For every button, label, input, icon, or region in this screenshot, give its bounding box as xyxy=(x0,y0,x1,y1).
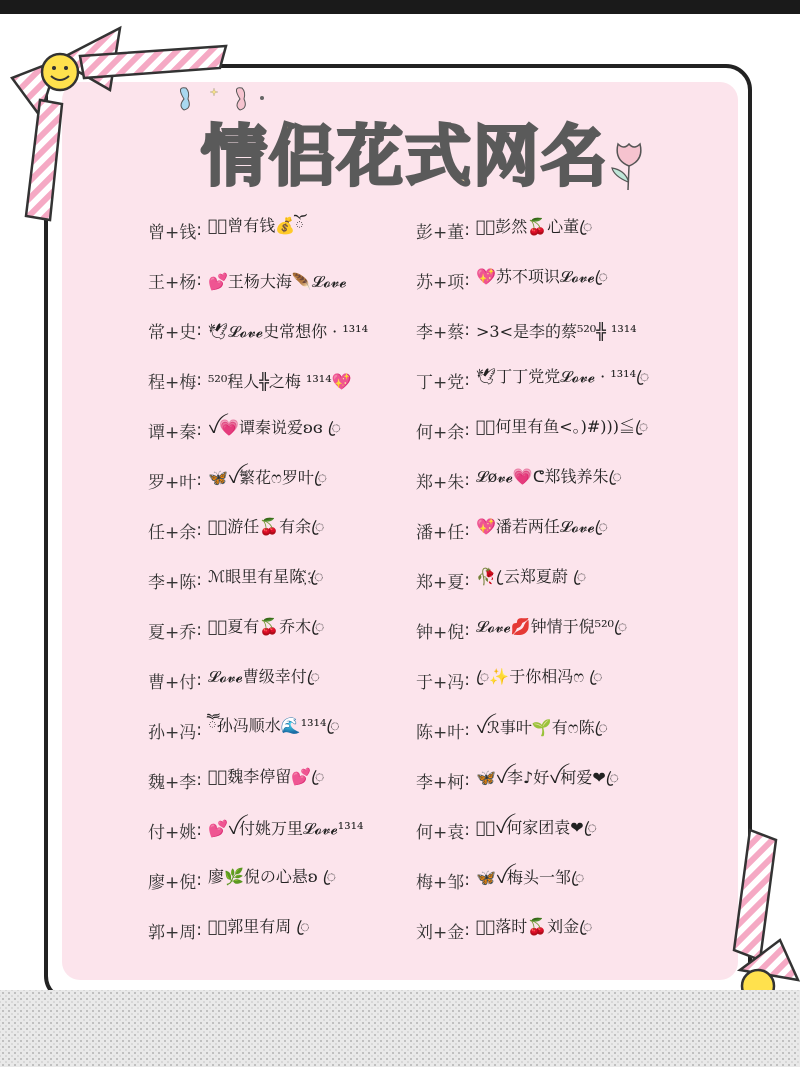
couple-name: 🦋ꪜ梅头一邹ꦿ xyxy=(475,868,585,887)
couple-name: ꪜℛ事叶🌱有ෆ陈ꦿ xyxy=(475,718,608,737)
couple-name: ℳ眼里有星陈҉ ꦿ xyxy=(207,566,324,586)
names-column-right xyxy=(416,205,649,955)
couple-surnames: 何+袁 xyxy=(416,822,465,843)
couple-name: 💖潘若两任𝓛𝓸𝓿𝓮ꦿ xyxy=(475,516,608,536)
list-item: 谭+秦 : ꪜ💗谭秦说爱ʚɞ ꦿ xyxy=(148,405,368,455)
couple-surnames: 苏+项 xyxy=(416,272,465,293)
list-item: 郑+夏 : 🥀 ꦿ云郑夏蔚 ꦿ xyxy=(416,555,649,605)
list-item: 于+冯 : ꦿ✨于你相冯ෆ ꦿ xyxy=(416,655,649,705)
title-char: 花 xyxy=(337,118,405,195)
couple-surnames: 谭+秦 xyxy=(148,422,197,443)
list-item: 王+杨 : 💕王杨大海🪶𝓛𝓸𝓿𝓮 xyxy=(148,255,368,305)
list-item: 刘+金 : ℳ᭄落时🍒刘金ꦿ xyxy=(416,905,649,955)
bottom-texture xyxy=(0,990,800,1067)
couple-name: 廖🌿倪の心悬ʚ ꦿ xyxy=(207,866,337,886)
list-item: 廖+倪 : 廖🌿倪の心悬ʚ ꦿ xyxy=(148,855,368,905)
couple-surnames: 夏+乔 xyxy=(148,622,197,643)
list-item: 陈+叶 : ꪜℛ事叶🌱有ෆ陈ꦿ xyxy=(416,705,649,755)
list-item: 梅+邹 : 🦋ꪜ梅头一邹ꦿ xyxy=(416,855,649,905)
tulip-icon xyxy=(604,132,654,192)
couple-name: 💕王杨大海🪶𝓛𝓸𝓿𝓮 xyxy=(207,271,347,291)
couple-name: ꦿ✨于你相冯ෆ ꦿ xyxy=(475,666,603,686)
top-bar xyxy=(0,0,800,14)
list-item: 潘+任 : 💖潘若两任𝓛𝓸𝓿𝓮ꦿ xyxy=(416,505,649,555)
list-item: 彭+董 : ℳ᭄彭然🍒心董ꦿ xyxy=(416,205,649,255)
couple-surnames: 陈+叶 xyxy=(416,722,465,743)
couple-name: 🥀 ꦿ云郑夏蔚 ꦿ xyxy=(475,566,587,586)
list-item: 丁+党 : 🕊丁丁党党𝓛𝓸𝓿𝓮 · ¹³¹⁴ꦿ xyxy=(416,355,649,405)
couple-surnames: 彭+董 xyxy=(416,222,465,243)
couple-surnames: 郑+朱 xyxy=(416,472,465,493)
list-item: 郭+周 : ℋ᭄郭里有周 ꦿ xyxy=(148,905,368,955)
list-item: 李+柯 : 🦋ꪜ李♪好ꪜ柯爱❤ꦿ xyxy=(416,755,649,805)
couple-name: ℳ᭄落时🍒刘金ꦿ xyxy=(475,916,593,936)
couple-surnames: 刘+金 xyxy=(416,922,465,943)
list-item: 苏+项 : 💖苏不项识𝓛𝓸𝓿𝓮ꦿ xyxy=(416,255,649,305)
couple-surnames: 付+姚 xyxy=(148,822,197,843)
couple-name: ꪜ💗谭秦说爱ʚɞ ꦿ xyxy=(207,418,342,437)
couple-name: 🕊丁丁党党𝓛𝓸𝓿𝓮 · ¹³¹⁴ꦿ xyxy=(475,366,650,386)
couple-name: 🦋ꪜ李♪好ꪜ柯爱❤ꦿ xyxy=(475,768,620,787)
butterfly-icon xyxy=(174,84,274,114)
list-item: 曹+付 : 𝓛𝓸𝓿𝓮曹级幸付ꦿ xyxy=(148,655,368,705)
couple-name: 𝓛𝓸𝓿𝓮💋钟情于倪⁵²⁰ꦿ xyxy=(475,616,628,636)
list-item: 任+余 : ℳ᭄游任🍒有余ꦿ xyxy=(148,505,368,555)
list-item: 李+蔡 : >3<是李的蔡⁵²⁰╬ ¹³¹⁴ xyxy=(416,305,649,355)
couple-surnames: 潘+任 xyxy=(416,522,465,543)
couple-surnames: 李+蔡 xyxy=(416,322,465,343)
couple-surnames: 王+杨 xyxy=(148,272,197,293)
list-item: 孙+冯 : ཽ孙冯顺水🌊¹³¹⁴ꦿ xyxy=(148,705,368,755)
couple-name: 𝓛ø𝓿𝓮💗ᕦ郑钱养朱ꦿ xyxy=(475,466,622,486)
list-item: 李+陈 : ℳ眼里有星陈҉ ꦿ xyxy=(148,555,368,605)
couple-name: 💖苏不项识𝓛𝓸𝓿𝓮ꦿ xyxy=(475,266,608,286)
couple-name: ℳ᭄游任🍒有余ꦿ xyxy=(207,516,325,536)
couple-surnames: 罗+叶 xyxy=(148,472,197,493)
list-item: 钟+倪 : 𝓛𝓸𝓿𝓮💋钟情于倪⁵²⁰ꦿ xyxy=(416,605,649,655)
couple-name: 💕ꪜ付姚万里𝓛𝓸𝓿𝓮¹³¹⁴ xyxy=(207,819,364,838)
smiley-icon xyxy=(42,54,78,90)
couple-surnames: 郭+周 xyxy=(148,922,197,943)
list-item: 程+梅 : ⁵²⁰程人╬之梅 ¹³¹⁴💖 xyxy=(148,355,368,405)
couple-name: ℋ᭄ꪜ何家团袁❤ꦿ xyxy=(475,818,598,837)
couple-surnames: 曾+钱 xyxy=(148,222,197,243)
list-item: 常+史 : 🕊𝓛𝓸𝓿𝓮史常想你 · ¹³¹⁴ xyxy=(148,305,368,355)
couple-name: ℋ᭄郭里有周 ꦿ xyxy=(207,916,310,936)
couple-surnames: 程+梅 xyxy=(148,372,197,393)
list-item: 郑+朱 : 𝓛ø𝓿𝓮💗ᕦ郑钱养朱ꦿ xyxy=(416,455,649,505)
couple-name: 🕊𝓛𝓸𝓿𝓮史常想你 · ¹³¹⁴ xyxy=(207,321,368,341)
list-item: 曾+钱 : ℋ᭄曾有钱💰ོ xyxy=(148,205,368,255)
list-item: 罗+叶 : 🦋ꪜ繁花ෆ罗叶ꦿ xyxy=(148,455,368,505)
couple-surnames: 孙+冯 xyxy=(148,722,197,743)
page-title xyxy=(170,112,640,202)
title-char: 网 xyxy=(473,118,541,195)
couple-name: ℳ᭄彭然🍒心董ꦿ xyxy=(475,216,593,236)
couple-surnames: 常+史 xyxy=(148,322,197,343)
title-char: 侣 xyxy=(269,118,337,195)
list-item: 魏+李 : ℋ᭄魏李停留💕ꦿ xyxy=(148,755,368,805)
couple-surnames: 魏+李 xyxy=(148,772,197,793)
couple-surnames: 李+柯 xyxy=(416,772,465,793)
list-item: 何+余 : ℋ᭄何里有鱼<。)#)))≦ꦿ xyxy=(416,405,649,455)
couple-name: 🦋ꪜ繁花ෆ罗叶ꦿ xyxy=(207,468,328,487)
names-column-left xyxy=(148,205,368,955)
couple-surnames: 李+陈 xyxy=(148,572,197,593)
couple-surnames: 丁+党 xyxy=(416,372,465,393)
couple-name: >3<是李的蔡⁵²⁰╬ ¹³¹⁴ xyxy=(475,321,637,341)
couple-surnames: 于+冯 xyxy=(416,672,465,693)
list-item: 夏+乔 : ℳ᭄夏有🍒乔木ꦿ xyxy=(148,605,368,655)
title-char: 名 xyxy=(541,118,609,195)
couple-name: ཽ孙冯顺水🌊¹³¹⁴ꦿ xyxy=(207,715,340,735)
couple-name: ℋ᭄魏李停留💕ꦿ xyxy=(207,766,325,786)
list-item: 付+姚 : 💕ꪜ付姚万里𝓛𝓸𝓿𝓮¹³¹⁴ xyxy=(148,805,368,855)
couple-name: ⁵²⁰程人╬之梅 ¹³¹⁴💖 xyxy=(207,371,352,391)
couple-surnames: 梅+邹 xyxy=(416,872,465,893)
couple-name: ℋ᭄曾有钱💰ོ xyxy=(207,215,304,235)
couple-surnames: 廖+倪 xyxy=(148,872,197,893)
couple-surnames: 钟+倪 xyxy=(416,622,465,643)
couple-surnames: 何+余 xyxy=(416,422,465,443)
list-item: 何+袁 : ℋ᭄ꪜ何家团袁❤ꦿ xyxy=(416,805,649,855)
bow-ribbon-icon xyxy=(720,820,800,1000)
title-char: 式 xyxy=(405,118,473,195)
couple-name: ℋ᭄何里有鱼<。)#)))≦ꦿ xyxy=(475,416,649,436)
couple-name: 𝓛𝓸𝓿𝓮曹级幸付ꦿ xyxy=(207,666,321,686)
couple-surnames: 曹+付 xyxy=(148,672,197,693)
title-char: 情 xyxy=(201,118,269,195)
couple-name: ℳ᭄夏有🍒乔木ꦿ xyxy=(207,616,325,636)
couple-surnames: 郑+夏 xyxy=(416,572,465,593)
couple-surnames: 任+余 xyxy=(148,522,197,543)
